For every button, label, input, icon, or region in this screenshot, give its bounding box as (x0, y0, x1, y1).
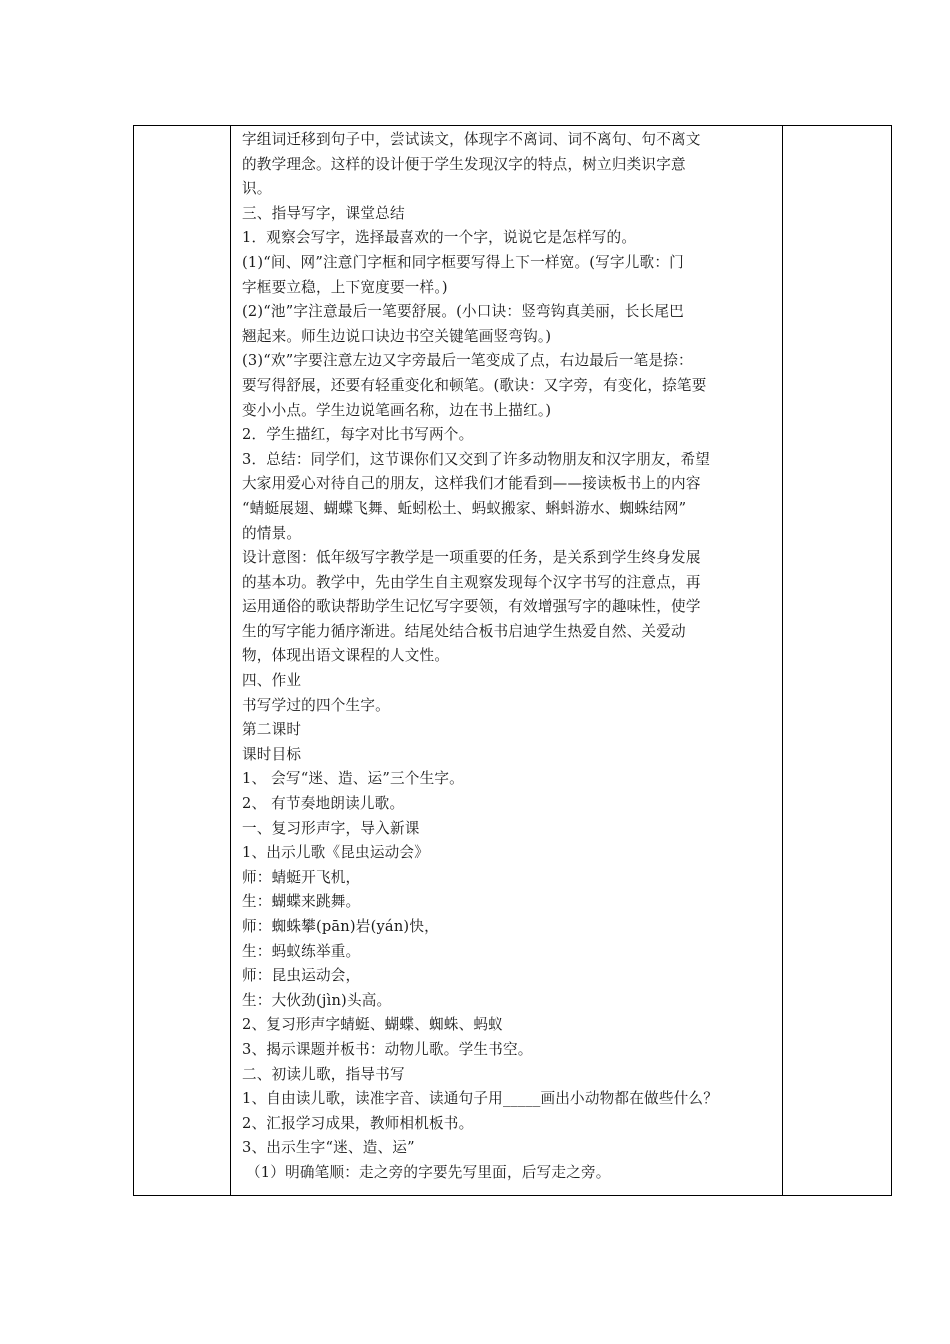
text-line: （1）明确笔顺：走之旁的字要先写里面，后写走之旁。 (246, 1163, 611, 1181)
text-line: 生的写字能力循序渐进。结尾处结合板书启迪学生热爱自然、关爱动 (242, 622, 686, 640)
text-line: 设计意图：低年级写字教学是一项重要的任务，是关系到学生终身发展 (242, 549, 701, 567)
section-heading: 一、复习形声字，导入新课 (242, 819, 420, 837)
text-line: (2)“池”字注意最后一笔要舒展。(小口诀：竖弯钩真美丽，长长尾巴 (242, 303, 684, 321)
lesson-plan-table (133, 125, 892, 1196)
text-line: 2、汇报学习成果，教师相机板书。 (242, 1114, 474, 1132)
text-line: 生：大伙劲(jìn)头高。 (242, 991, 392, 1009)
section-heading: 二、初读儿歌，指导书写 (242, 1065, 405, 1083)
lesson-content-cell (242, 128, 774, 1186)
text-line: 2．学生描红，每字对比书写两个。 (242, 426, 474, 444)
text-line: 的情景。 (242, 524, 302, 542)
text-line: 的基本功。教学中，先由学生自主观察发现每个汉字书写的注意点，再 (242, 573, 701, 591)
text-line: (1)“间、网”注意门字框和同字框要写得上下一样宽。(写字儿歌：门 (242, 253, 684, 271)
text-line: 1、出示儿歌《昆虫运动会》 (242, 844, 430, 862)
table-column-divider-left (230, 126, 231, 1195)
text-line: 书写学过的四个生字。 (242, 696, 390, 714)
text-line: 师：蜻蜓开飞机， (242, 868, 361, 886)
section-heading: 三、指导写字，课堂总结 (242, 204, 405, 222)
text-line: 大家用爱心对待自己的朋友，这样我们才能看到——接读板书上的内容 (242, 475, 701, 493)
text-line: 生：蝴蝶来跳舞。 (242, 893, 361, 911)
text-line: 识。 (242, 180, 272, 198)
table-column-divider-right (782, 126, 783, 1195)
text-line: 变小小点。学生边说笔画名称，边在书上描红。) (242, 401, 552, 419)
text-line: 运用通俗的歌诀帮助学生记忆写字要领，有效增强写字的趣味性，使学 (242, 598, 701, 616)
text-line: 翘起来。师生边说口诀边书空关键笔画竖弯钩。) (242, 327, 552, 345)
text-line: 物，体现出语文课程的人文性。 (242, 647, 450, 665)
text-line: 要写得舒展，还要有轻重变化和顿笔。(歌诀：又字旁，有变化，捺笔要 (242, 376, 707, 394)
text-line: “蜻蜓展翅、蝴蝶飞舞、蚯蚓松土、蚂蚁搬家、蝌蚪游水、蜘蛛结网” (242, 499, 687, 517)
text-line: 3．总结：同学们，这节课你们又交到了许多动物朋友和汉字朋友，希望 (242, 450, 711, 468)
text-line: (3)“欢”字要注意左边又字旁最后一笔变成了点，右边最后一笔是捺： (242, 352, 693, 370)
text-line: 2、复习形声字蜻蜓、蝴蝶、蜘蛛、蚂蚁 (242, 1016, 503, 1034)
text-line: 生：蚂蚁练举重。 (242, 942, 361, 960)
section-heading: 课时目标 (242, 745, 302, 763)
section-heading: 四、作业 (242, 672, 302, 690)
text-line: 师：昆虫运动会， (242, 967, 361, 985)
text-line: 2、 有节奏地朗读儿歌。 (242, 795, 405, 813)
text-line: 1．观察会写字，选择最喜欢的一个字，说说它是怎样写的。 (242, 229, 637, 247)
text-line: 1、自由读儿歌，读准字音、读通句子用_____画出小动物都在做些什么？ (242, 1090, 718, 1108)
text-line: 3、揭示课题并板书：动物儿歌。学生书空。 (242, 1040, 533, 1058)
section-heading: 第二课时 (242, 721, 302, 739)
text-line: 3、出示生字“迷、造、运” (242, 1139, 415, 1157)
text-line: 师：蜘蛛攀(pān)岩(yán)快， (242, 918, 439, 935)
text-line: 的教学理念。这样的设计便于学生发现汉字的特点，树立归类识字意 (242, 155, 686, 173)
text-line: 字框要立稳，上下宽度要一样。) (242, 278, 448, 296)
text-line: 1、 会写“迷、造、运”三个生字。 (242, 770, 464, 788)
text-line: 字组词迁移到句子中，尝试读文，体现字不离词、词不离句、句不离文 (242, 131, 701, 148)
